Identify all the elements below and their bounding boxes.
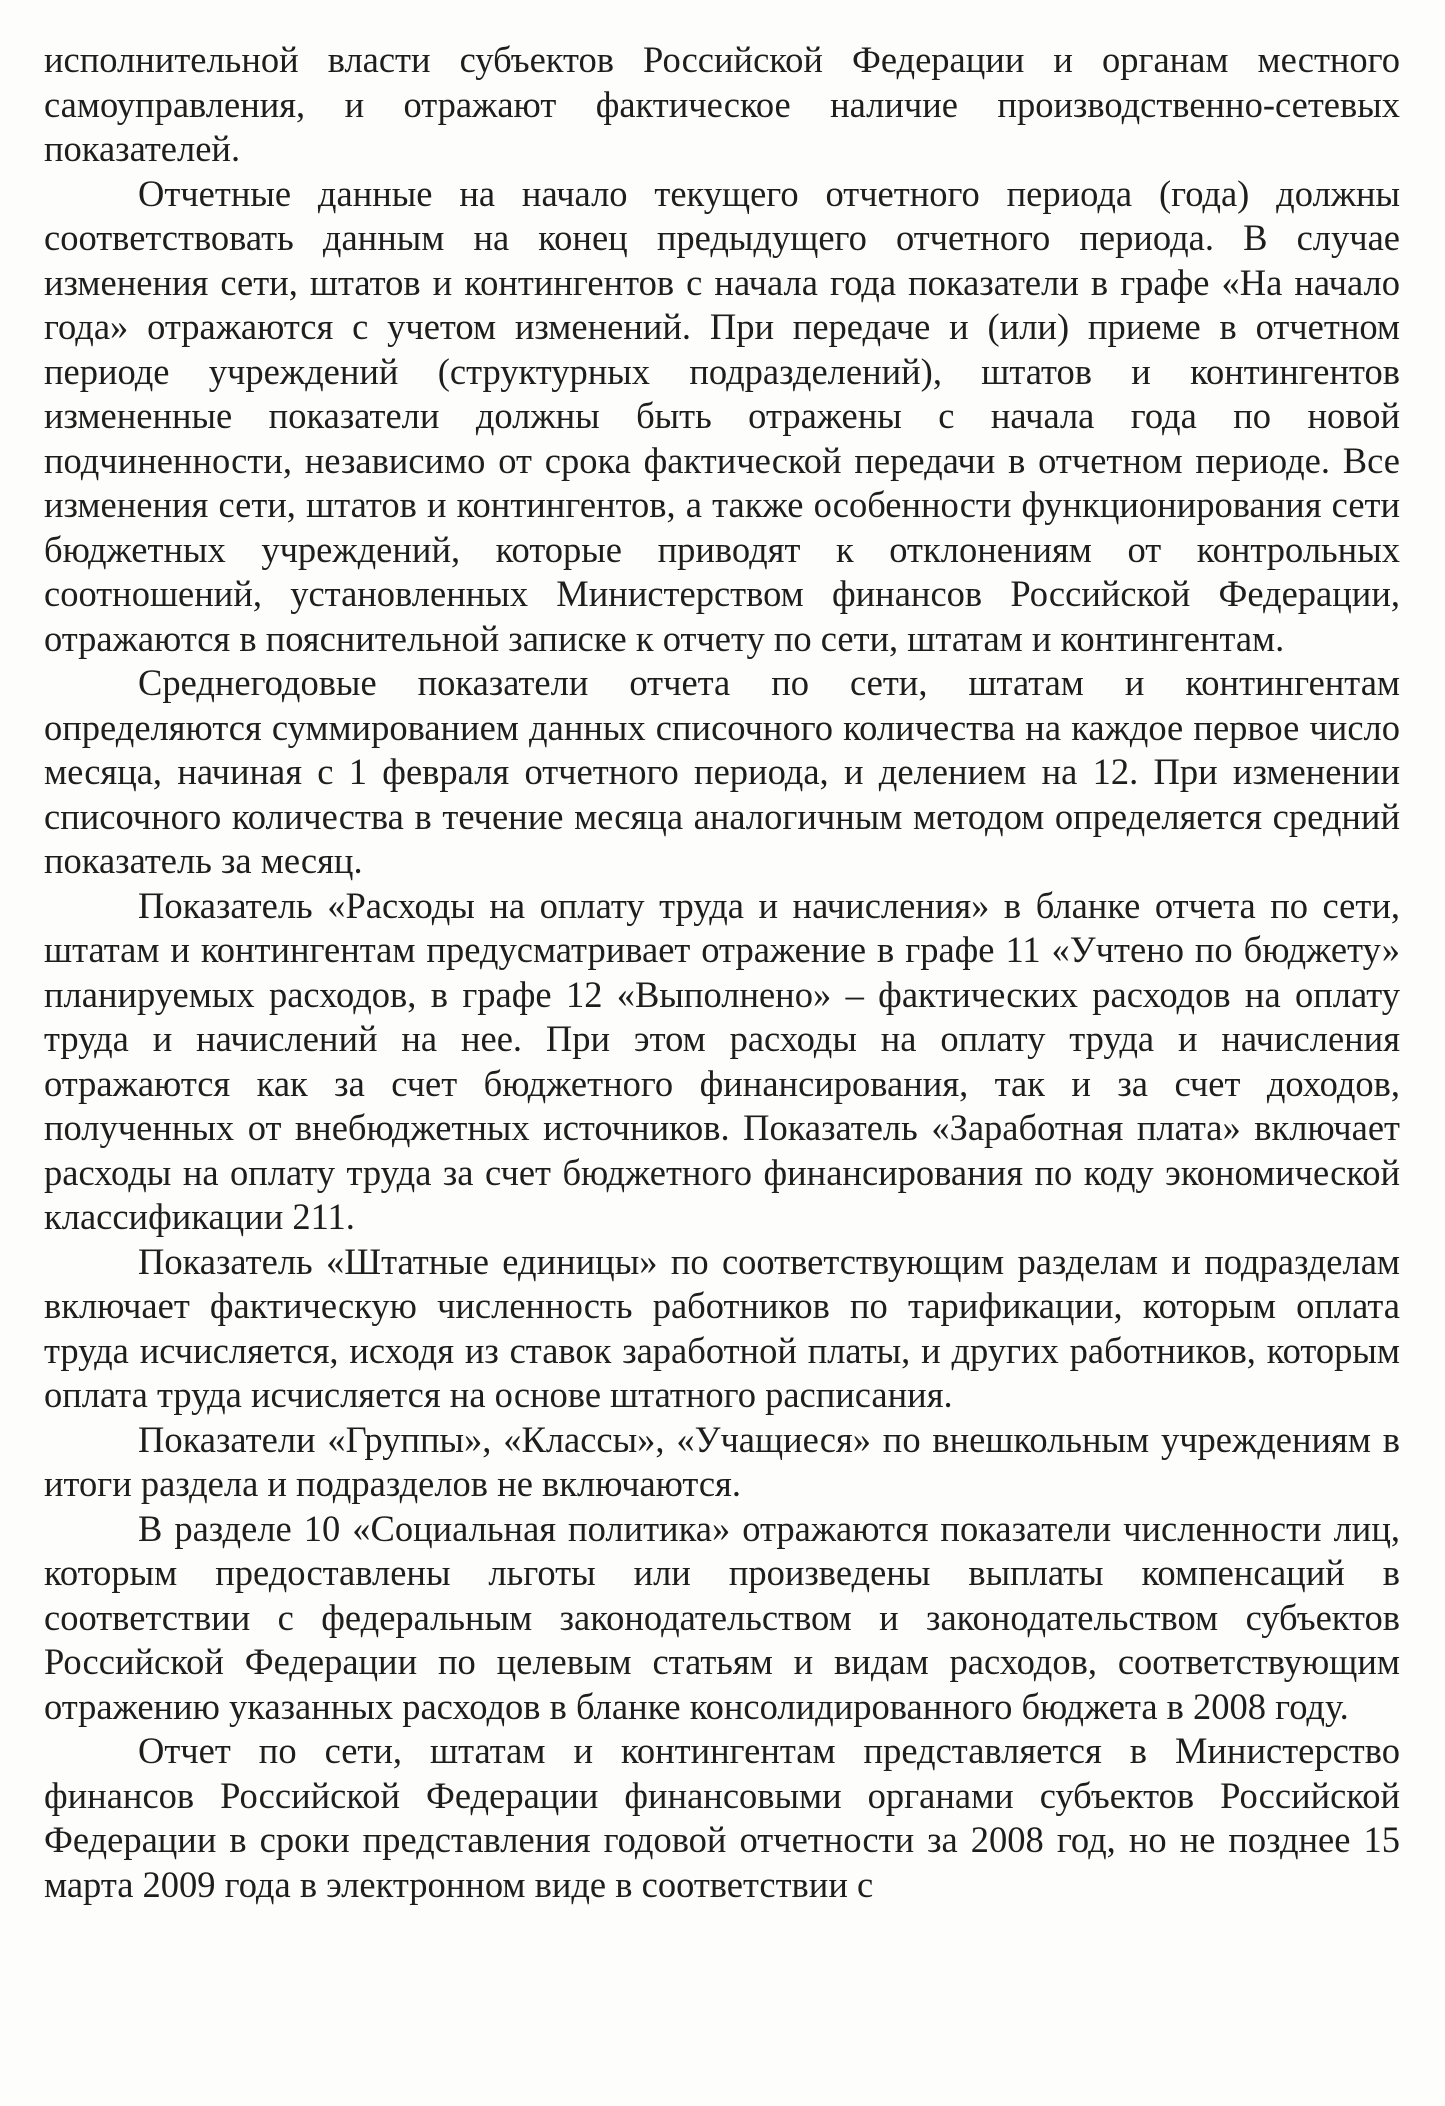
paragraph-staff-units: Показатель «Штатные единицы» по соответствующим разделам и подразделам включает фактическую численность работников по тарификации, которым оплата труда исчисляется, исходя из ставок заработной платы, и других работников, которым оплата труда исчисляется на основе штатного расписания. [44, 1240, 1400, 1415]
document-text [44, 38, 1400, 1907]
paragraph-average-indicators: Среднегодовые показатели отчета по сети, штатам и контингентам определяются суммированием данных списочного количества на каждое первое число месяца, начиная с 1 февраля отчетного периода, и делением на 12. При изменении списочного количества в течение месяца аналогичным методом определяется средний показатель за месяц. [44, 662, 1400, 881]
paragraph-groups-classes: Показатели «Группы», «Классы», «Учащиеся» по внешкольным учреждениям в итоги раздела и подразделов не включаются. [44, 1418, 1400, 1504]
paragraph-report-submission: Отчет по сети, штатам и контингентам представляется в Министерство финансов Российской Федерации финансовыми органами субъектов Российской Федерации в сроки представления годовой отчетности за 2008 год, но не позднее 15 марта 2009 года в электронном виде в соответствии с [44, 1730, 1400, 1905]
paragraph-reporting-data: Отчетные данные на начало текущего отчетного периода (года) должны соответствовать данным на конец предыдущего отчетного периода. В случае изменения сети, штатов и контингентов с начала года показатели в графе «На начало года» отражаются с учетом изменений. При передаче и (или) приеме в отчетном периоде учреждений (структурных подразделений), штатов и контингентов измененные показатели должны быть отражены с начала года по новой подчиненности, независимо от срока фактической передачи в отчетном периоде. Все изменения сети, штатов и контингентов, а также особенности функционирования сети бюджетных учреждений, которые приводят к отклонениям от контрольных соотношений, установленных Министерством финансов Российской Федерации, отражаются в пояснительной записке к отчету по сети, штатам и контингентам. [44, 172, 1400, 659]
paragraph-labor-costs: Показатель «Расходы на оплату труда и начисления» в бланке отчета по сети, штатам и контингентам предусматривает отражение в графе 11 «Учтено по бюджету» планируемых расходов, в графе 12 «Выполнено» – фактических расходов на оплату труда и начислений на нее. При этом расходы на оплату труда и начисления отражаются как за счет бюджетного финансирования, так и за счет доходов, полученных от внебюджетных источников. Показатель «Заработная плата» включает расходы на оплату труда за счет бюджетного финансирования по коду экономической классификации 211. [44, 884, 1400, 1237]
paragraph-social-policy: В разделе 10 «Социальная политика» отражаются показатели численности лиц, которым предоставлены льготы или произведены выплаты компенсаций в соответствии с федеральным законодательством и законодательством субъектов Российской Федерации по целевым статьям и видам расходов, соответствующим отражению указанных расходов в бланке консолидированного бюджета в 2008 году. [44, 1507, 1400, 1727]
paragraph-continuation: исполнительной власти субъектов Российской Федерации и органам местного самоуправления, и отражают фактическое наличие производственно-сетевых показателей. [44, 39, 1400, 169]
